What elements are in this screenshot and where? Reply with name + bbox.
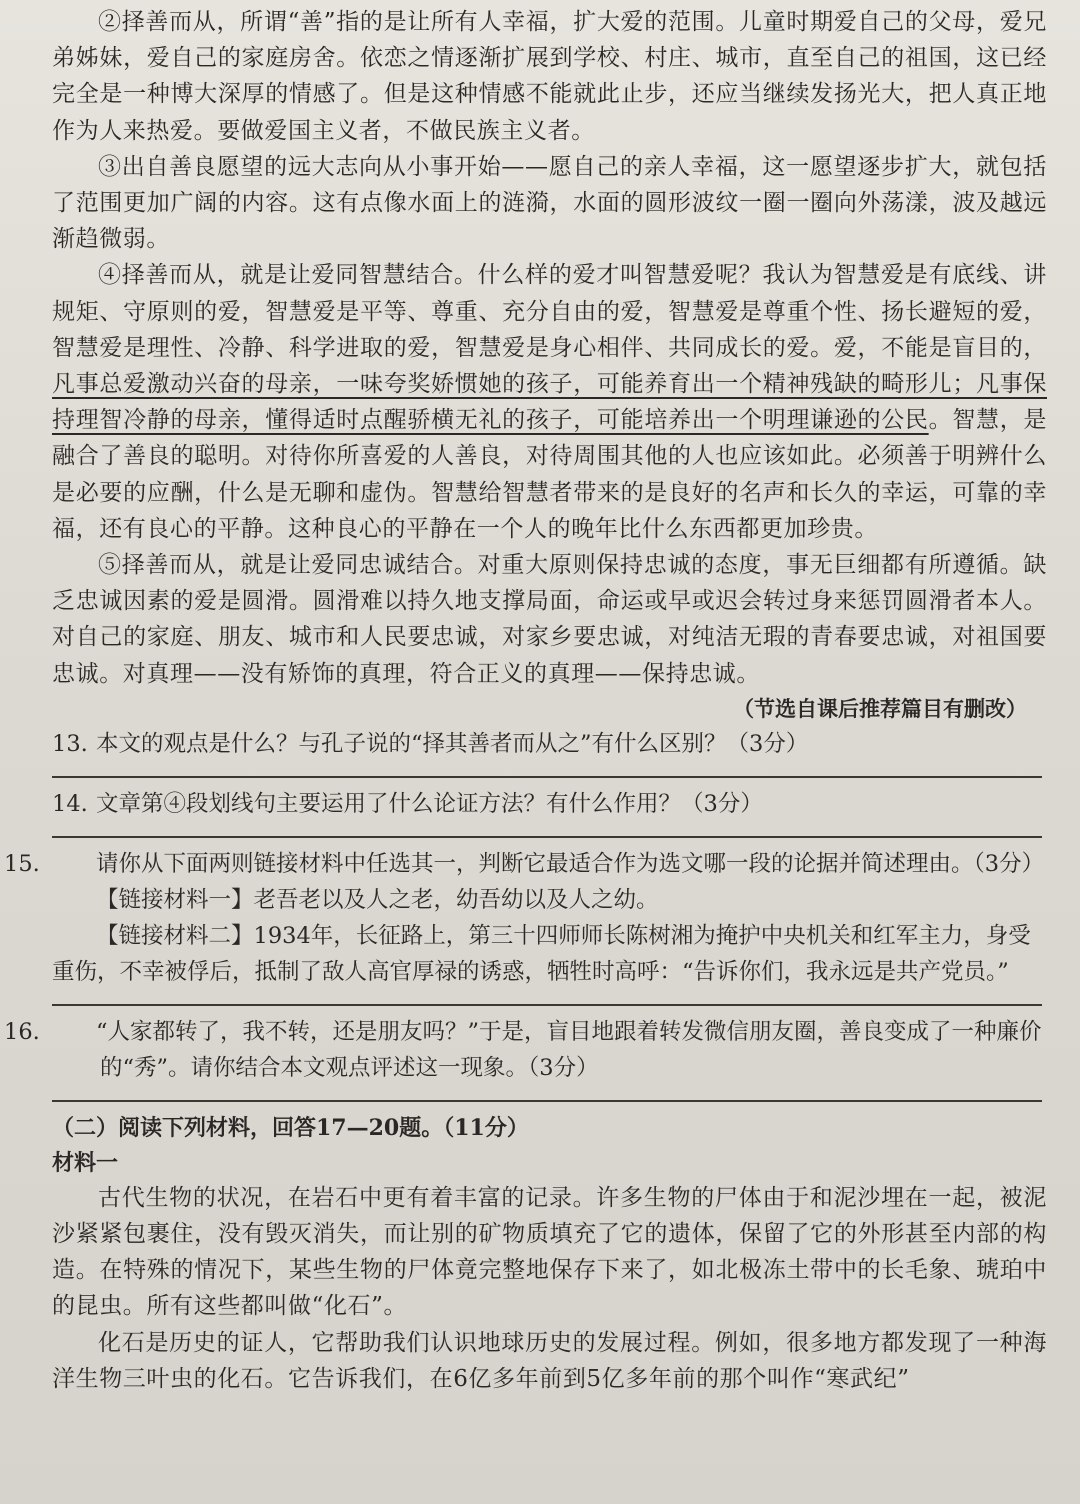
material-1-label: 材料一 bbox=[52, 1149, 119, 1176]
answer-line-14[interactable] bbox=[52, 836, 1042, 838]
question-14 bbox=[52, 786, 1047, 838]
link-material-2 bbox=[52, 918, 1047, 990]
underlined-sentence: 凡事总爱激动兴奋的母亲，一味夸奖娇惯她的孩子，可能养育出一个精神残缺的畸形儿；凡事保持理智冷静的母亲，懂得适时点醒骄横无礼的孩子，可能培养出一个明理谦逊的公民 bbox=[52, 371, 1047, 434]
passage-paragraph-4 bbox=[52, 257, 1047, 547]
question-number: 15. bbox=[4, 850, 40, 877]
question-15 bbox=[4, 846, 1047, 1006]
material-1-paragraph-2: 化石是历史的证人，它帮助我们认识地球历史的发展过程。例如，很多地方都发现了一种海洋生物三叶虫的化石。它告诉我们，在6亿多年前到5亿多年前的那个叫作“寒武纪” bbox=[52, 1329, 1047, 1392]
link-1-label: 【链接材料一】 bbox=[96, 886, 254, 913]
passage-paragraph-3: ③出自善良愿望的远大志向从小事开始——愿自己的亲人幸福，这一愿望逐步扩大，就包括了范围更加广阔的内容。这有点像水面上的涟漪，水面的圆形波纹一圈一圈向外荡漾，波及越远渐趋微弱。 bbox=[52, 153, 1047, 253]
question-text: 文章第④段划线句主要运用了什么论证方法？有什么作用？（3分） bbox=[96, 790, 763, 817]
question-number: 13. bbox=[52, 730, 88, 757]
answer-line-13[interactable] bbox=[52, 776, 1042, 778]
question-text: “人家都转了，我不转，还是朋友吗？”于是，盲目地跟着转发微信朋友圈，善良变成了一种廉价的“秀”。请你结合本文观点评述这一现象。（3分） bbox=[96, 1018, 1042, 1081]
question-text: 本文的观点是什么？与孔子说的“择其善者而从之”有什么区别？（3分） bbox=[96, 730, 809, 757]
answer-line-15[interactable] bbox=[52, 1004, 1042, 1006]
section-2-title: （二）阅读下列材料，回答17—20题。（11分） bbox=[52, 1114, 529, 1141]
source-note: （节选自课后推荐篇目有删改） bbox=[733, 695, 1027, 721]
link-2-label: 【链接材料二】 bbox=[96, 922, 254, 949]
answer-line-16[interactable] bbox=[52, 1100, 1042, 1102]
material-1-paragraph-1: 古代生物的状况，在岩石中更有着丰富的记录。许多生物的尸体由于和泥沙埋在一起，被泥沙紧紧包裹住，没有毁灭消失，而让别的矿物质填充了它的遗体，保留了它的外形甚至内部的构造。在特殊的情况下，某些生物的尸体竟完整地保存下来了，如北极冻土带中的长毛象、琥珀中的昆虫。所有这些都叫做“化石”。 bbox=[52, 1184, 1047, 1320]
link-material-1 bbox=[52, 882, 1047, 918]
question-number: 16. bbox=[4, 1018, 40, 1045]
paragraph-4-intro: ④择善而从，就是让爱同智慧结合。什么样的爱才叫智慧爱呢？我认为智慧爱是有底线、讲规矩、守原则的爱，智慧爱是平等、尊重、充分自由的爱，智慧爱是尊重个性、扬长避短的爱，智慧爱是理性、冷静、科学进取的爱，智慧爱是身心相伴、共同成长的爱。爱，不能是盲目的， bbox=[52, 262, 1047, 361]
question-text: 请你从下面两则链接材料中任选其一，判断它最适合作为选文哪一段的论据并简述理由。（3分） bbox=[96, 850, 1045, 877]
question-13 bbox=[52, 726, 1047, 778]
link-1-text: 老吾老以及人之老，幼吾幼以及人之幼。 bbox=[253, 886, 659, 913]
passage-paragraph-2: ②择善而从，所谓“善”指的是让所有人幸福，扩大爱的范围。儿童时期爱自己的父母，爱兄弟姊妹，爱自己的家庭房舍。依恋之情逐渐扩展到学校、村庄、城市，直至自己的祖国，这已经完全是一种博大深厚的情感了。但是这种情感不能就此止步，还应当继续发扬光大，把人真正地作为人来热爱。要做爱国主义者，不做民族主义者。 bbox=[52, 9, 1047, 144]
passage-paragraph-5: ⑤择善而从，就是让爱同忠诚结合。对重大原则保持忠诚的态度，事无巨细都有所遵循。缺乏忠诚因素的爱是圆滑。圆滑难以持久地支撑局面，命运或早或迟会转过身来惩罚圆滑者本人。对自己的家庭、朋友、城市和人民要忠诚，对家乡要忠诚，对纯洁无瑕的青春要忠诚，对祖国要忠诚。对真理——没有矫饰的真理，符合正义的真理——保持忠诚。 bbox=[52, 552, 1047, 687]
question-number: 14. bbox=[52, 790, 88, 817]
paragraph-4-rest: 。智慧，是融合了善良的聪明。对待你所喜爱的人善良，对待周围其他的人也应该如此。必须善于明辨什么是必要的应酬，什么是无聊和虚伪。智慧给智慧者带来的是良好的名声和长久的幸运，可靠的幸福，还有良心的平静。这种良心的平静在一个人的晚年比什么东西都更加珍贵。 bbox=[52, 407, 1048, 542]
question-16 bbox=[4, 1014, 1047, 1102]
page-content bbox=[4, 4, 1048, 1397]
link-2-text: 1934年，长征路上，第三十四师师长陈树湘为掩护中央机关和红军主力，身受重伤，不幸被俘后，抵制了敌人高官厚禄的诱惑，牺牲时高呼：“告诉你们，我永远是共产党员。” bbox=[52, 922, 1031, 985]
